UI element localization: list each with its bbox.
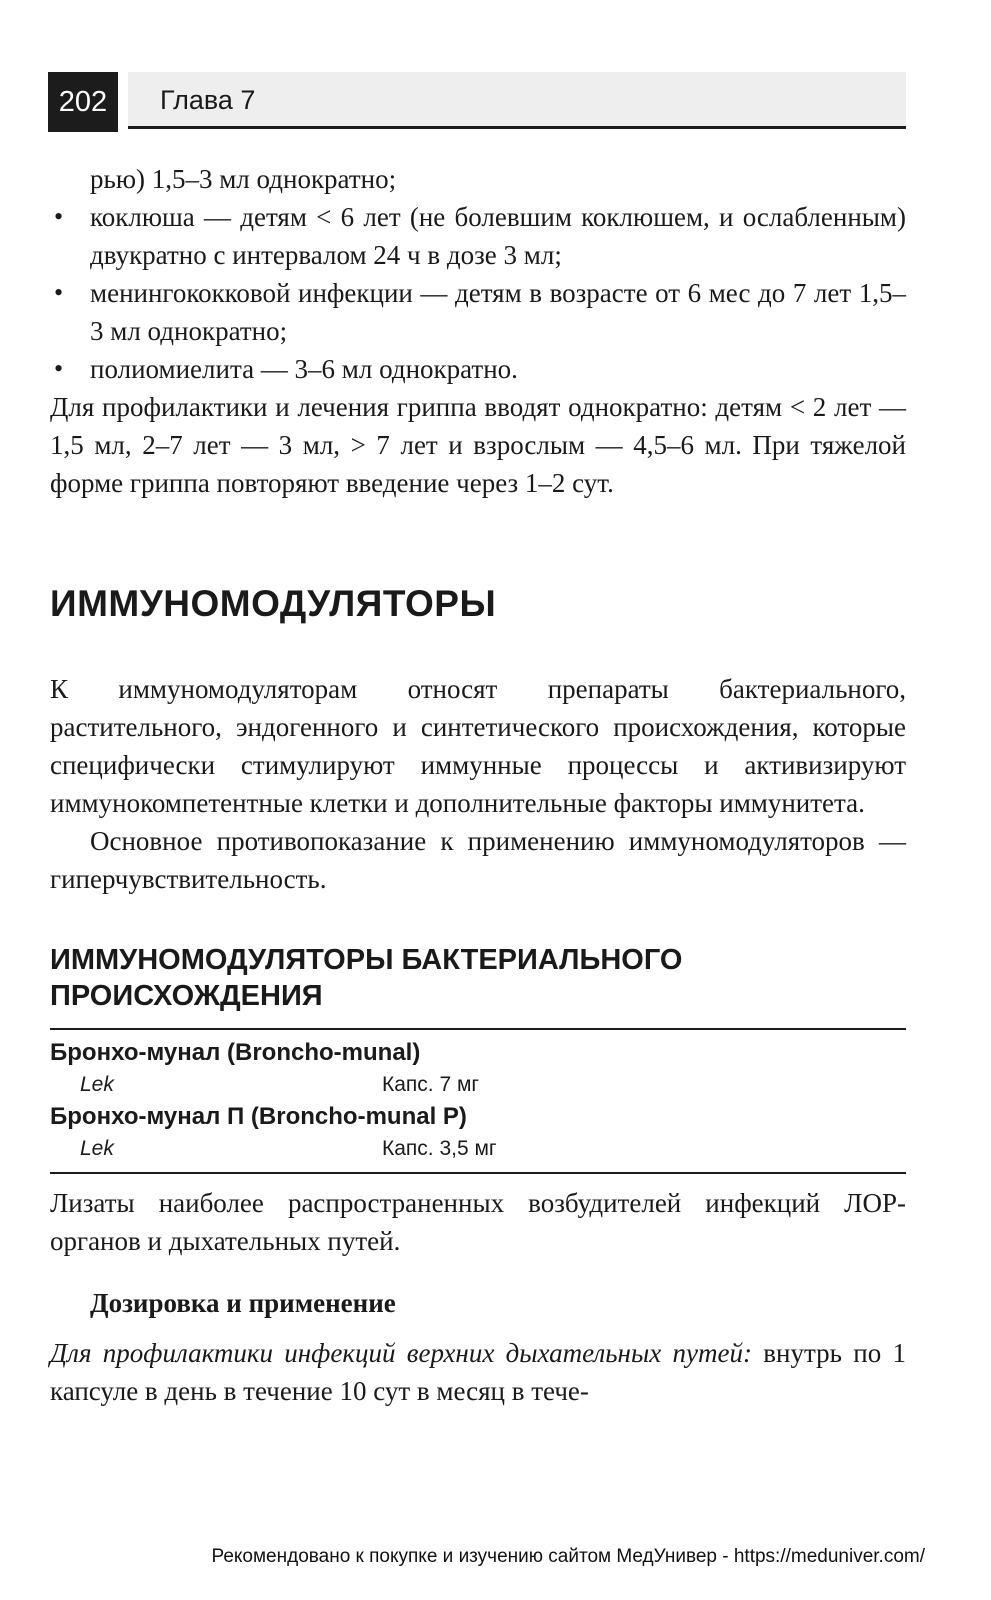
page-number: 202	[48, 72, 118, 132]
list-item: • менингококковой инфекции — детям в возрасте от 6 мес до 7 лет 1,5–3 мл однократно;	[50, 274, 906, 350]
dosage-paragraph	[50, 1334, 906, 1410]
section-paragraph: Основное противопоказание к применению иммуномодуляторов — гиперчувствительность.	[50, 826, 906, 894]
dosage-heading: Дозировка и применение	[90, 1288, 396, 1318]
list-item: • коклюша — детям < 6 лет (не болевшим коклюшем, и ослабленным) двукратно с интервалом 24 ч в дозе 3 мл;	[50, 198, 906, 274]
bullet-list	[50, 198, 906, 388]
page-content	[50, 160, 906, 1410]
list-item: • полиомиелита — 3–6 мл однократно.	[50, 350, 906, 388]
drug-name: Бронхо-мунал П (Broncho-munal P)	[50, 1103, 467, 1130]
flu-paragraph: Для профилактики и лечения гриппа вводят однократно: детям < 2 лет — 1,5 мл, 2–7 лет — 3 мл, > 7 лет и взрослым — 4,5–6 мл. При тяжелой форме гриппа повторяют введение через 1–2 сут.	[50, 392, 906, 498]
dosage-text: внутрь по 1 капсуле в день в течение 10 сут в месяц в тече-	[50, 1338, 906, 1406]
continued-line: рью) 1,5–3 мл однократно;	[90, 164, 397, 194]
drug-row	[50, 1134, 906, 1164]
drug-maker: Lek	[80, 1073, 114, 1096]
drug-description: Лизаты наиболее распространенных возбудителей инфекций ЛОР-органов и дыхательных путей.	[50, 1188, 906, 1256]
drug-form: Капс. 3,5 мг	[382, 1137, 497, 1160]
drug-row	[50, 1070, 906, 1100]
section-title: ИММУНОМОДУЛЯТОРЫ	[50, 583, 497, 624]
drug-table	[50, 1028, 906, 1174]
dosage-italic: Для профилактики инфекций верхних дыхательных путей:	[50, 1338, 752, 1368]
drug-maker: Lek	[80, 1137, 114, 1160]
drug-name: Бронхо-мунал (Broncho-munal)	[50, 1039, 421, 1066]
footer-note: Рекомендовано к покупке и изучению сайтом МедУнивер - https://meduniver.com/	[211, 1546, 925, 1567]
drug-form: Капс. 7 мг	[382, 1073, 480, 1096]
chapter-title: Глава 7	[160, 85, 256, 115]
subsection-title: ИММУНОМОДУЛЯТОРЫ БАКТЕРИАЛЬНОГО ПРОИСХОЖДЕНИЯ	[50, 944, 683, 1012]
section-paragraph: К иммуномодуляторам относят препараты бактериального, растительного, эндогенного и синтетического происхождения, которые специфически стимулируют иммунные процессы и активизируют иммунокомпетентные клетки и дополнительные факторы иммунитета.	[50, 674, 906, 818]
